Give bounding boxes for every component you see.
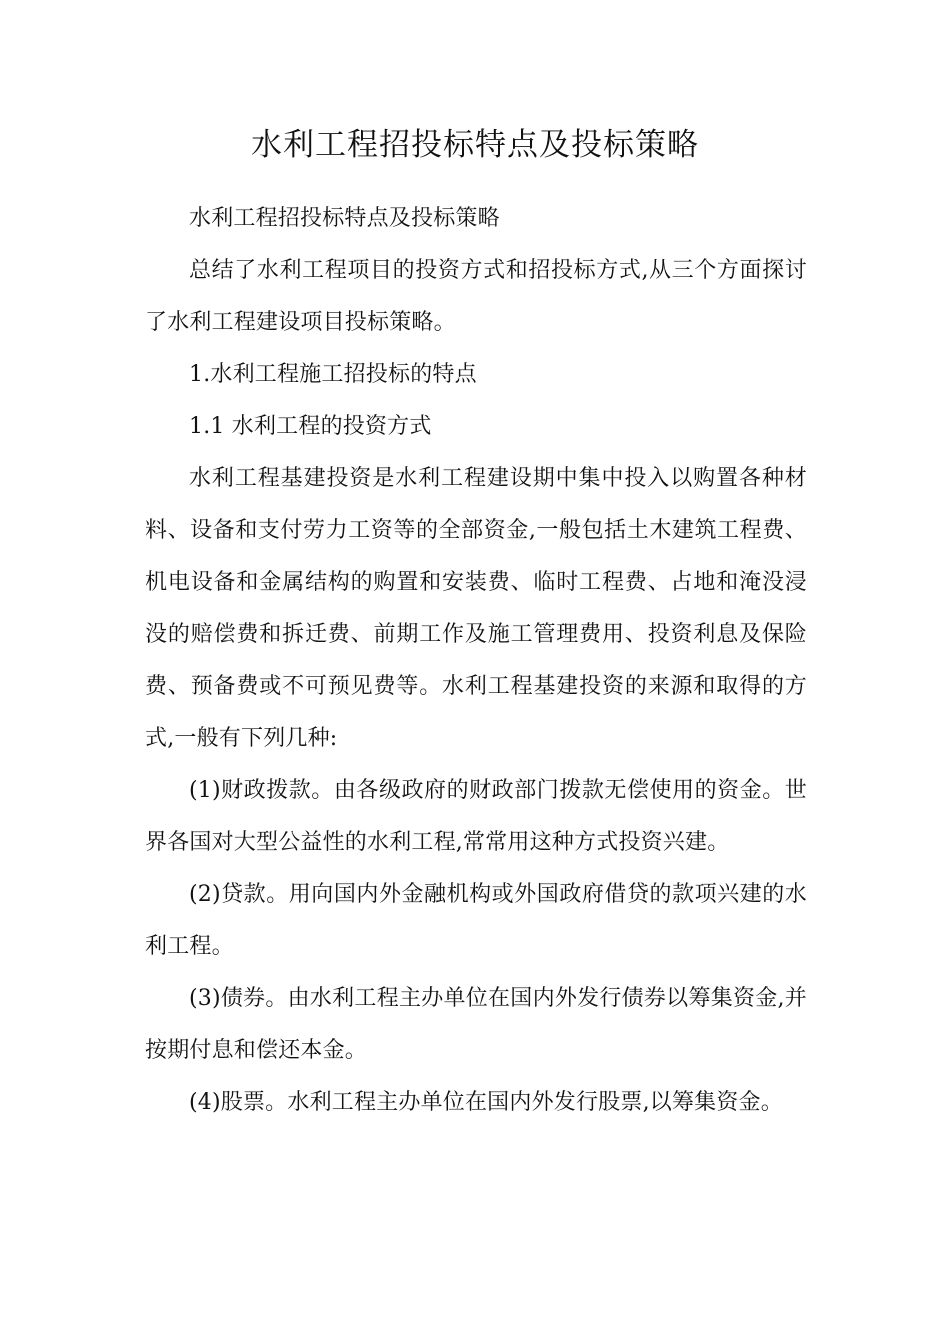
section-heading-1: 1.水利工程施工招投标的特点 — [189, 362, 477, 387]
paragraph-subtitle: 水利工程招投标特点及投标策略 — [189, 206, 500, 231]
list-item-stocks: (4)股票。水利工程主办单位在国内外发行股票,以筹集资金。 — [189, 1090, 783, 1115]
paragraph-summary: 总结了水利工程项目的投资方式和招投标方式,从三个方面探讨了水利工程建设项目投标策略。 — [145, 258, 807, 335]
list-item-bonds: (3)债券。由水利工程主办单位在国内外发行债券以筹集资金,并按期付息和偿还本金。 — [145, 986, 807, 1063]
list-item-loans: (2)贷款。用向国内外金融机构或外国政府借贷的款项兴建的水利工程。 — [145, 882, 807, 959]
page-title: 水利工程招投标特点及投标策略 — [251, 127, 699, 163]
section-heading-1-1: 1.1 水利工程的投资方式 — [189, 414, 432, 439]
paragraph-investment-description: 水利工程基建投资是水利工程建设期中集中投入以购置各种材料、设备和支付劳力工资等的全部资金,一般包括土木建筑工程费、机电设备和金属结构的购置和安装费、临时工程费、占地和淹没浸没的赔偿费和拆迁费、前期工作及施工管理费用、投资利息及保险费、预备费或不可预见费等。水利工程基建投资的来源和取得的方式,一般有下列几种: — [145, 466, 807, 751]
document-body — [145, 193, 807, 1129]
list-item-fiscal-allocation: (1)财政拨款。由各级政府的财政部门拨款无偿使用的资金。世界各国对大型公益性的水利工程,常常用这种方式投资兴建。 — [145, 778, 807, 855]
